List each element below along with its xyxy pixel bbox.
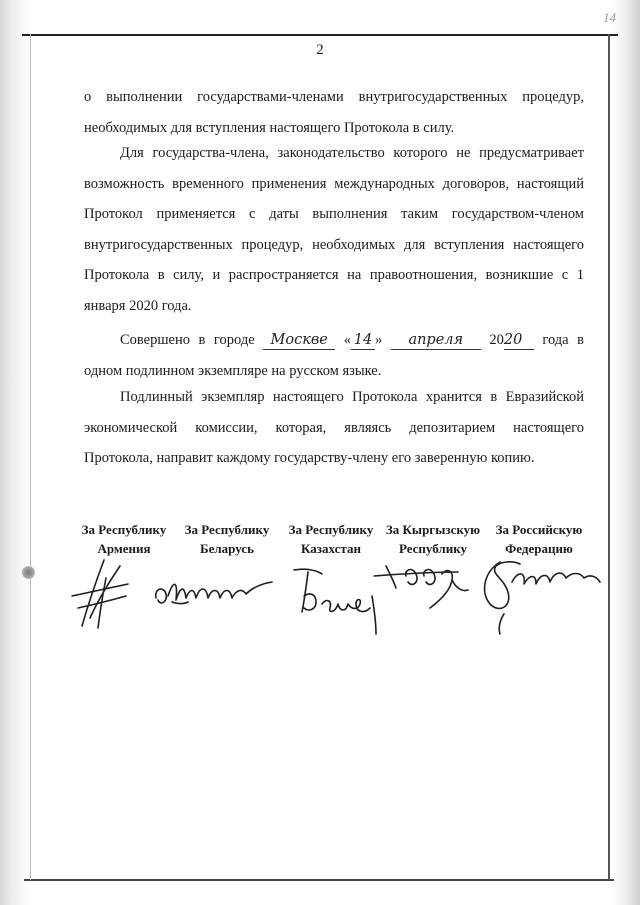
signatory-line2: Республику [398,541,468,556]
quote-open: « [343,332,351,348]
signature-kyrgyzstan [374,566,468,608]
handwritten-month: апреля [391,331,481,350]
scan-edge-left [0,0,34,905]
signatory-line2: Казахстан [301,541,361,556]
archive-page-number: 14 [603,10,616,25]
scan-edge-right [610,0,640,905]
paragraph-2: Для государства-члена, законодательство которого не предусматривает возможность временного применения международных договоров, настоящий Протокол применяется с даты выполнения таким государством-членом внутригосударственных процедур, необходимых для вступления настоящего Протокола в силу, и распространяется на правоотношения, возникшие с 1 января 2020 года. [84,145,584,314]
signatory-line1: За Республику [81,522,167,537]
signatory-line2: Федерацию [505,541,573,556]
page-number: 2 [316,42,324,58]
page-border-right [608,34,610,880]
signatory-line1: За Российскую [495,522,583,537]
signature-armenia [72,560,128,628]
page-border-left [30,34,31,880]
signature-belarus [156,582,272,604]
year-prefix: 20 [489,332,504,348]
page-border-bottom [24,879,614,881]
signatures-area [60,548,620,648]
signatory-line1: За Республику [184,522,270,537]
handwritten-city: Москве [263,331,335,350]
paragraph-signing-place [84,325,584,386]
binding-hole-icon [22,566,35,579]
paragraph-1: о выполнении государствами-членами внутригосударственных процедур, необходимых для вступления настоящего Протокола в силу. [84,89,584,136]
handwritten-year: 20 [504,331,534,350]
quote-close: » [375,332,383,348]
signatory-line2: Армения [97,541,151,556]
signatory-line1: За Республику [288,522,374,537]
signature-russia [485,562,600,634]
handwritten-day: 14 [351,331,375,350]
signature-kazakhstan [294,569,376,634]
paragraph-depositary: Подлинный экземпляр настоящего Протокола хранится в Евразийской экономической комиссии, которая, являясь депозитарием настоящего Протокола, направит каждому государству-члену его заверенную копию. [84,389,584,466]
signatory-line1: За Кыргызскую [385,522,481,537]
signing-suffix: года в одном подлинном экземпляре на русском языке. [84,332,585,379]
signing-prefix: Совершено в городе [120,332,255,348]
signatory-line2: Беларусь [200,541,254,556]
page-border-top [22,34,618,36]
